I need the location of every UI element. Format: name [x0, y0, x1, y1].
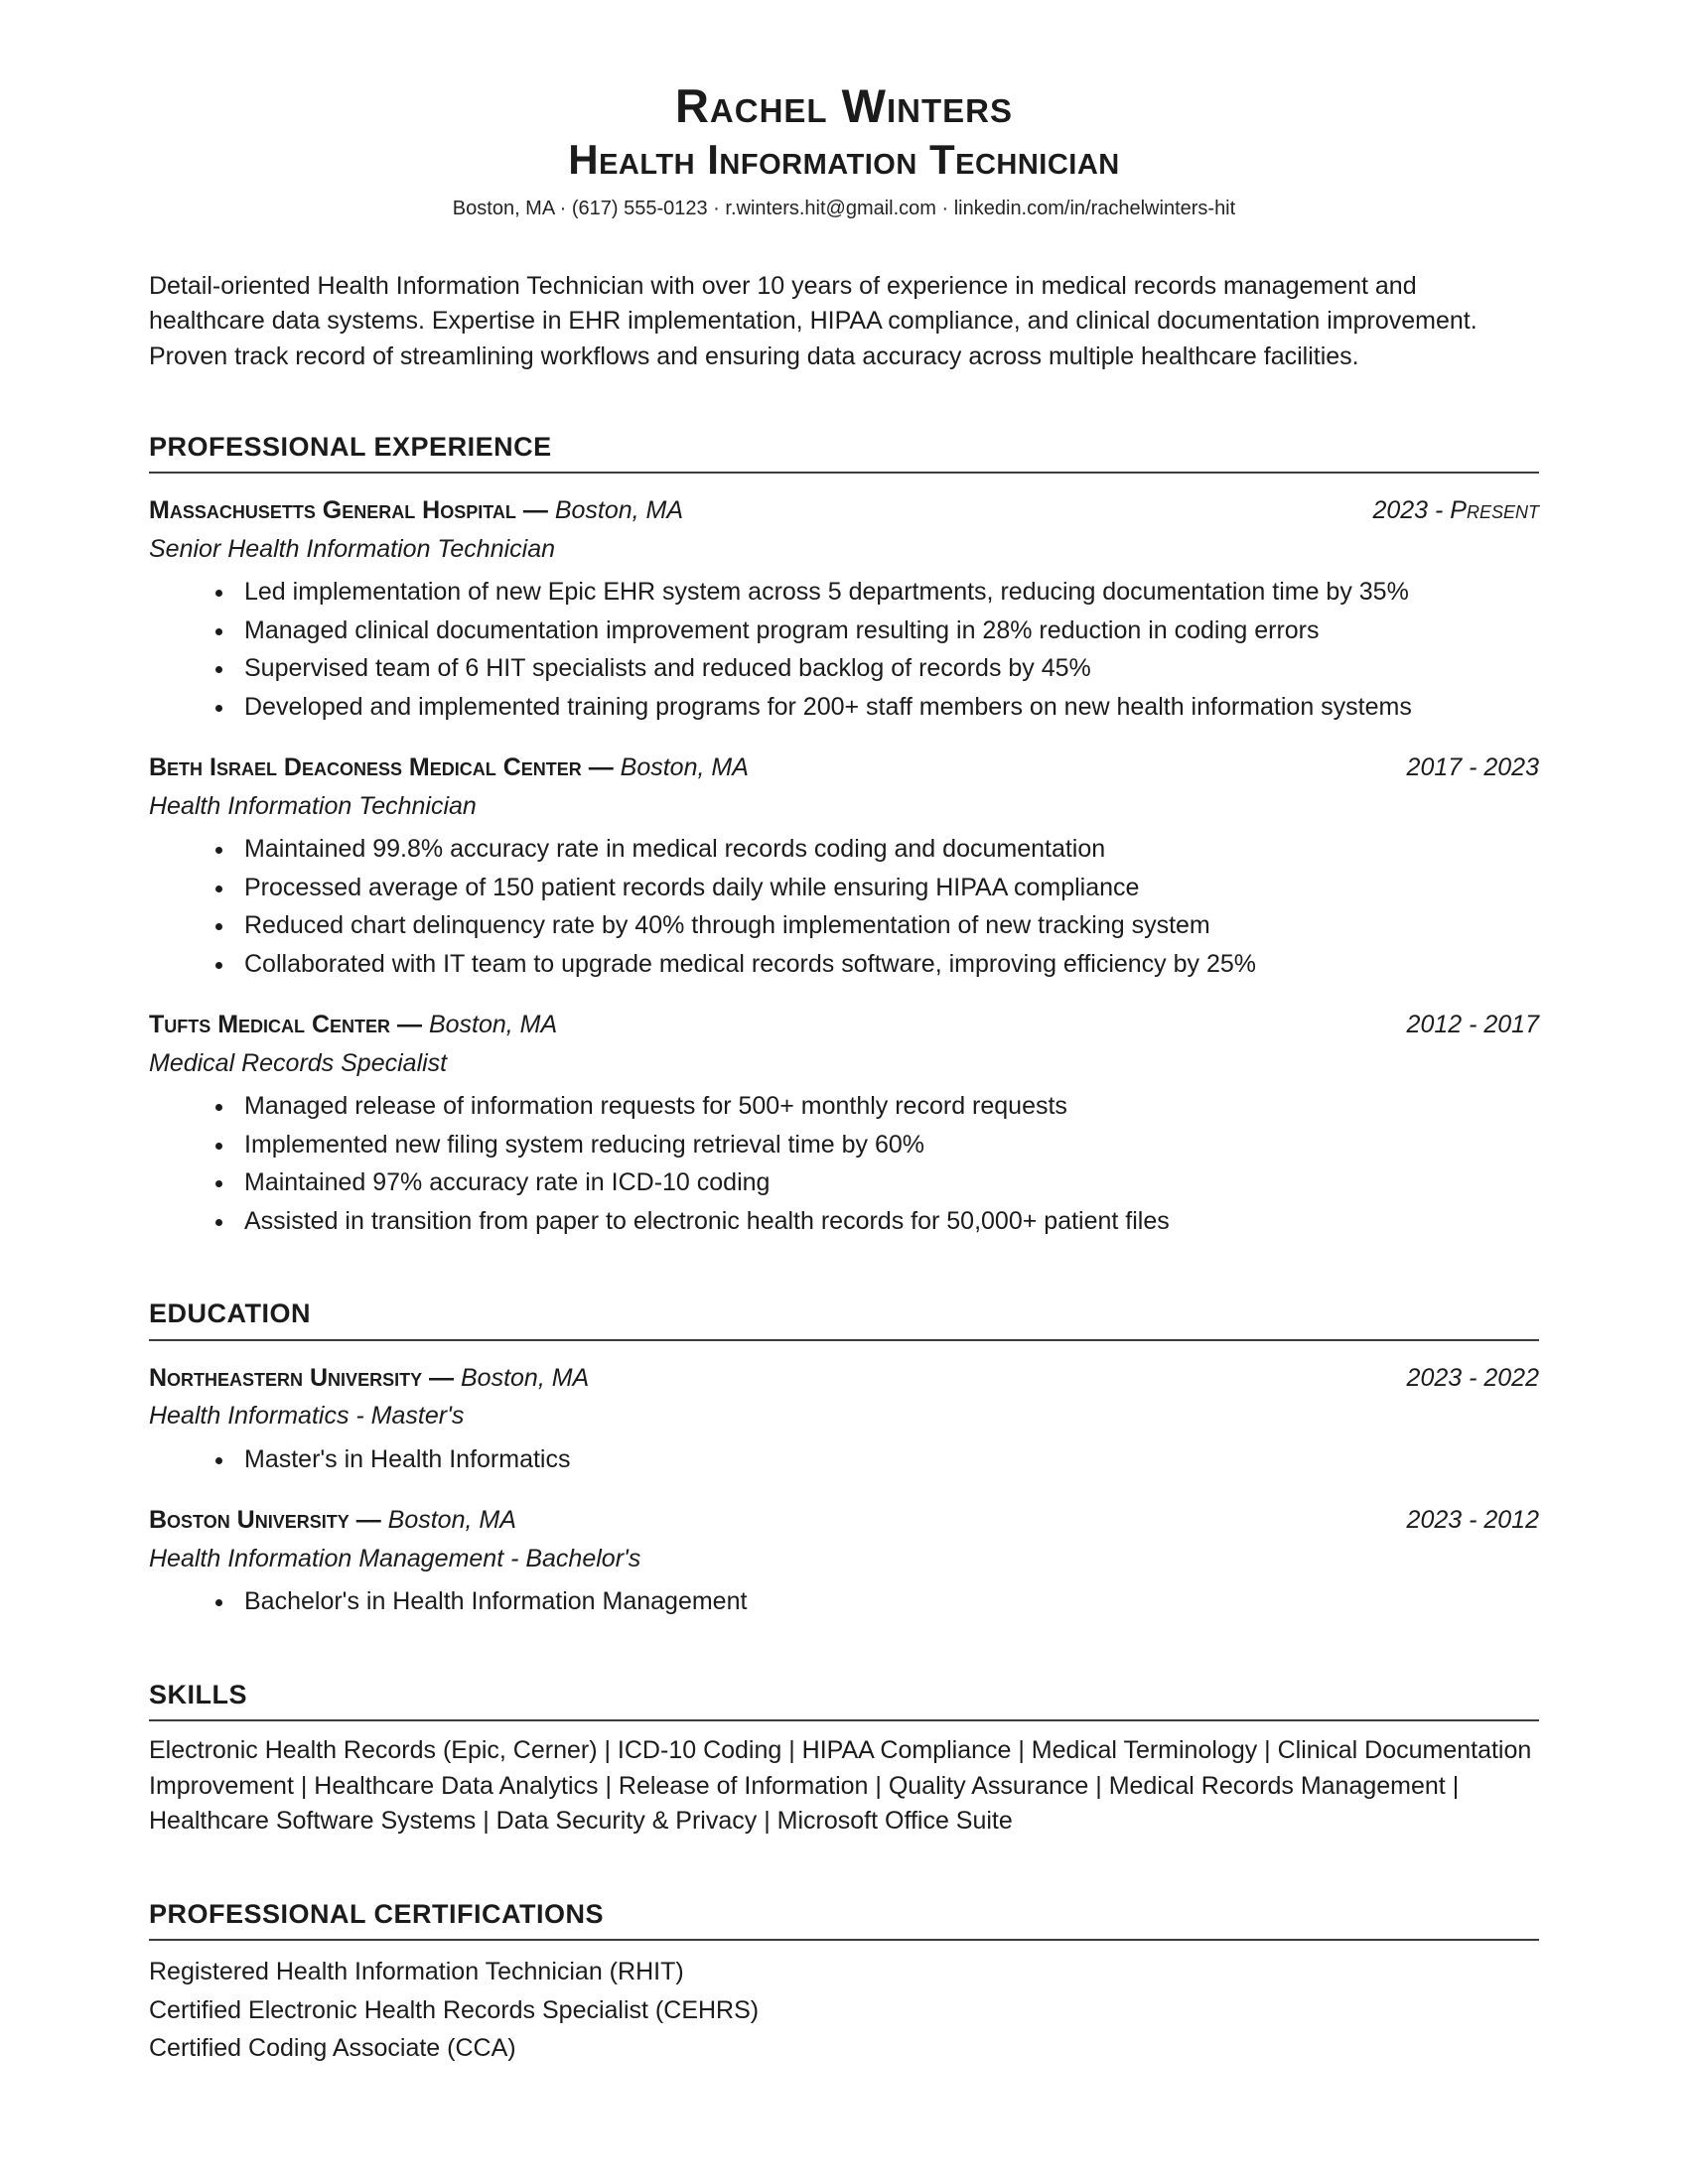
summary-paragraph: Detail-oriented Health Information Technician with over 10 years of experience in medical records management and healthcare data systems. Expertise in EHR implementation, HIPAA compliance, and clinical documentation improvement. Proven track record of streamlining workflows and ensuring data accuracy across multiple healthcare facilities. — [149, 271, 1477, 370]
candidate-title: Health Information Technician — [568, 136, 1120, 184]
education-bullet: • Master's in Health Informatics — [236, 1442, 1539, 1478]
job-entry — [149, 751, 1539, 982]
certification-item: Registered Health Information Technician (RHIT) — [149, 1957, 684, 1985]
school-location: Boston, MA — [387, 1506, 516, 1535]
job-bullets — [149, 575, 1539, 725]
job-header-left — [149, 493, 683, 529]
job-bullet: • Managed clinical documentation improvement program resulting in 28% reduction in coding errors — [236, 614, 1539, 649]
section-title-certifications: PROFESSIONAL CERTIFICATIONS — [149, 1895, 1539, 1941]
job-role: Health Information Technician — [149, 791, 477, 820]
skills-text: Electronic Health Records (Epic, Cerner) | ICD-10 Coding | HIPAA Compliance | Medical Terminology | Clinical Documentation Improvement | Healthcare Data Analytics | Release of Information | Quality Assurance | Medical Records Management | Healthcare Software Systems | Data Security & Privacy | Microsoft Office Suite — [149, 1736, 1532, 1836]
education-bullet: • Bachelor's in Health Information Management — [236, 1584, 1539, 1620]
job-entry — [149, 1008, 1539, 1239]
job-bullets — [149, 1089, 1539, 1239]
education-bullets — [149, 1442, 1539, 1478]
job-bullet: • Implemented new filing system reducing retrieval time by 60% — [236, 1128, 1539, 1163]
job-role: Senior Health Information Technician — [149, 534, 556, 563]
job-bullet: • Maintained 97% accuracy rate in ICD-10 coding — [236, 1165, 1539, 1201]
job-bullet: • Managed release of information requests for 500+ monthly record requests — [236, 1089, 1539, 1125]
school-entry — [149, 1503, 1539, 1620]
section-skills — [149, 1676, 1539, 1840]
company-name: Massachusetts General Hospital — [149, 496, 516, 525]
school-name: Boston University — [149, 1506, 350, 1535]
job-header — [149, 751, 1539, 786]
school-header — [149, 1503, 1539, 1539]
school-name: Northeastern University — [149, 1363, 423, 1392]
company-separator: — — [588, 753, 614, 782]
job-header-left — [149, 1008, 557, 1043]
job-bullet: • Developed and implemented training programs for 200+ staff members on new health information systems — [236, 690, 1539, 726]
section-experience — [149, 428, 1539, 1239]
job-bullet: • Assisted in transition from paper to electronic health records for 50,000+ patient files — [236, 1204, 1539, 1240]
company-location: Boston, MA — [428, 1011, 558, 1039]
school-separator: — — [429, 1363, 455, 1392]
school-header — [149, 1361, 1539, 1397]
school-dates: 2023 - 2012 — [1406, 1506, 1539, 1535]
job-bullet: • Led implementation of new Epic EHR system across 5 departments, reducing documentation time by 35% — [236, 575, 1539, 611]
school-header-left — [149, 1503, 516, 1539]
section-title-experience: PROFESSIONAL EXPERIENCE — [149, 428, 1539, 474]
certification-item: Certified Electronic Health Records Specialist (CEHRS) — [149, 1995, 760, 2024]
candidate-name: Rachel Winters — [674, 79, 1014, 132]
job-bullet: • Supervised team of 6 HIT specialists and reduced backlog of records by 45% — [236, 651, 1539, 687]
section-title-education: EDUCATION — [149, 1295, 1539, 1340]
job-entry — [149, 493, 1539, 725]
job-bullet: • Maintained 99.8% accuracy rate in medical records coding and documentation — [236, 832, 1539, 868]
job-bullet: • Processed average of 150 patient records daily while ensuring HIPAA compliance — [236, 871, 1539, 906]
job-header-left — [149, 751, 749, 786]
section-education — [149, 1295, 1539, 1619]
job-role: Medical Records Specialist — [149, 1048, 448, 1077]
job-bullets — [149, 832, 1539, 982]
job-header — [149, 1008, 1539, 1043]
school-separator: — — [355, 1506, 381, 1535]
company-separator: — — [522, 496, 548, 525]
job-dates: 2017 - 2023 — [1406, 753, 1539, 782]
job-bullet: • Collaborated with IT team to upgrade medical records software, improving efficiency by 25% — [236, 947, 1539, 983]
contact-line: Boston, MA · (617) 555-0123 · r.winters.hit@gmail.com · linkedin.com/in/rachelwinters-hit — [452, 198, 1236, 220]
job-dates: 2012 - 2017 — [1406, 1011, 1539, 1039]
degree-line: Health Information Management - Bachelor's — [149, 1544, 641, 1572]
job-bullet: • Reduced chart delinquency rate by 40% through implementation of new tracking system — [236, 908, 1539, 944]
company-location: Boston, MA — [620, 753, 749, 782]
company-name: Beth Israel Deaconess Medical Center — [149, 753, 582, 782]
resume-header — [149, 79, 1539, 223]
job-header — [149, 493, 1539, 529]
certification-item: Certified Coding Associate (CCA) — [149, 2034, 516, 2063]
job-dates: 2023 - Present — [1372, 496, 1539, 525]
school-header-left — [149, 1361, 589, 1397]
school-entry — [149, 1361, 1539, 1478]
section-certifications — [149, 1895, 1539, 2069]
education-bullets — [149, 1584, 1539, 1620]
school-dates: 2023 - 2022 — [1406, 1363, 1539, 1392]
degree-line: Health Informatics - Master's — [149, 1402, 465, 1431]
company-location: Boston, MA — [554, 496, 684, 525]
school-location: Boston, MA — [460, 1363, 590, 1392]
company-name: Tufts Medical Center — [149, 1011, 391, 1039]
section-title-skills: SKILLS — [149, 1676, 1539, 1721]
company-separator: — — [397, 1011, 422, 1039]
